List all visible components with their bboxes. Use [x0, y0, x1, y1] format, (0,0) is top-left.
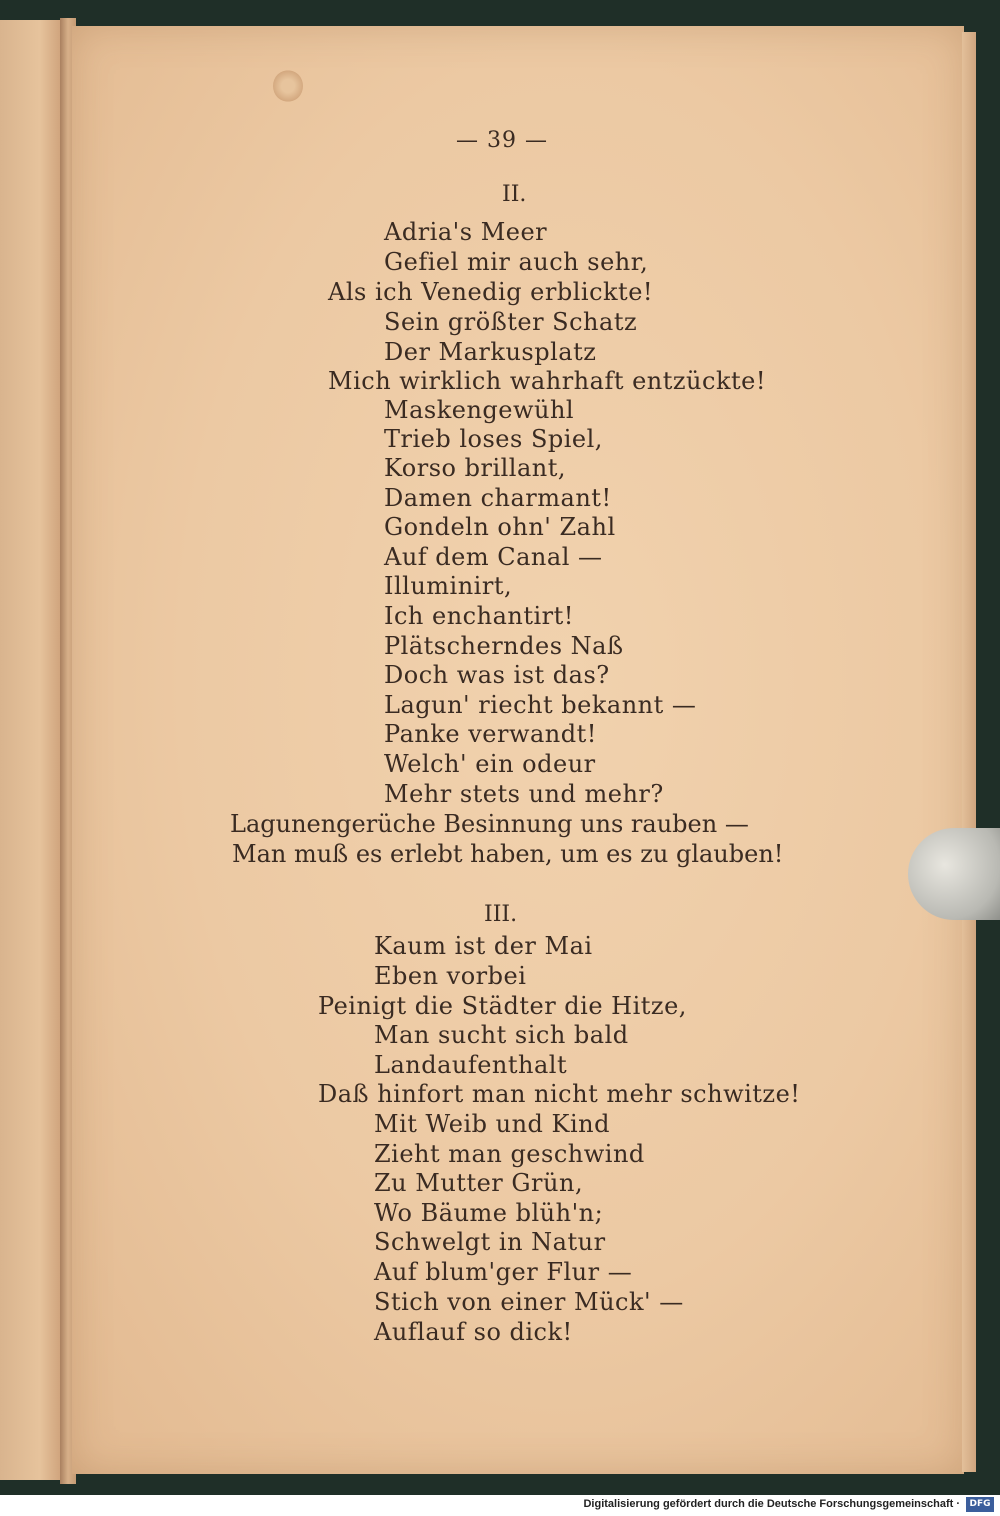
- funding-credit: Digitalisierung gefördert durch die Deutsche Forschungsgemeinschaft ·: [583, 1498, 960, 1510]
- poem-line: Sein größter Schatz: [384, 308, 638, 336]
- poem-line: Damen charmant!: [384, 484, 612, 512]
- poem-line: Auflauf so dick!: [374, 1318, 573, 1346]
- poem-line: Kaum ist der Mai: [374, 932, 593, 960]
- poem-line: Peinigt die Städter die Hitze,: [318, 992, 687, 1020]
- page-stack-edge: [962, 32, 976, 1472]
- paper-stain: [273, 70, 303, 102]
- poem-line: Mehr stets und mehr?: [384, 780, 664, 808]
- poem-line: Daß hinfort man nicht mehr schwitze!: [318, 1080, 801, 1108]
- poem-line: Eben vorbei: [374, 962, 527, 990]
- poem-line: Zieht man geschwind: [374, 1140, 645, 1168]
- section-heading-2: II.: [502, 182, 527, 207]
- poem-line: Welch' ein odeur: [384, 750, 596, 778]
- poem-line: Mit Weib und Kind: [374, 1110, 610, 1138]
- poem-line: Plätscherndes Naß: [384, 632, 624, 660]
- poem-line: Gondeln ohn' Zahl: [384, 513, 616, 541]
- bookmark-tab: [908, 828, 1000, 920]
- footer-bar: [0, 1495, 1000, 1516]
- page-number: — 39 —: [456, 128, 548, 153]
- section-heading-3: III.: [484, 902, 518, 927]
- poem-line: Schwelgt in Natur: [374, 1228, 606, 1256]
- poem-line: Auf blum'ger Flur —: [374, 1258, 633, 1286]
- poem-line: Als ich Venedig erblickte!: [328, 278, 654, 306]
- poem-line: Stich von einer Mück' —: [374, 1288, 684, 1316]
- poem-line: Der Markusplatz: [384, 338, 597, 366]
- poem-line: Mich wirklich wahrhaft entzückte!: [328, 367, 766, 395]
- poem-line: Landaufenthalt: [374, 1051, 568, 1079]
- poem-line: Ich enchantirt!: [384, 602, 574, 630]
- poem-line: Lagunengerüche Besinnung uns rauben —: [230, 810, 749, 838]
- dfg-logo: DFG: [966, 1497, 994, 1512]
- poem-line: Lagun' riecht bekannt —: [384, 691, 697, 719]
- poem-line: Trieb loses Spiel,: [384, 425, 603, 453]
- poem-line: Gefiel mir auch sehr,: [384, 248, 649, 276]
- poem-line: Man sucht sich bald: [374, 1021, 629, 1049]
- poem-line: Panke verwandt!: [384, 720, 597, 748]
- poem-line: Adria's Meer: [384, 218, 548, 246]
- poem-line: Illuminirt,: [384, 572, 513, 600]
- poem-line: Wo Bäume blüh'n;: [374, 1199, 604, 1227]
- poem-line: Zu Mutter Grün,: [374, 1169, 584, 1197]
- poem-line: Man muß es erlebt haben, um es zu glauben!: [232, 840, 784, 868]
- poem-line: Korso brillant,: [384, 454, 567, 482]
- poem-line: Doch was ist das?: [384, 661, 610, 689]
- poem-line: Maskengewühl: [384, 396, 575, 424]
- poem-line: Auf dem Canal —: [384, 543, 603, 571]
